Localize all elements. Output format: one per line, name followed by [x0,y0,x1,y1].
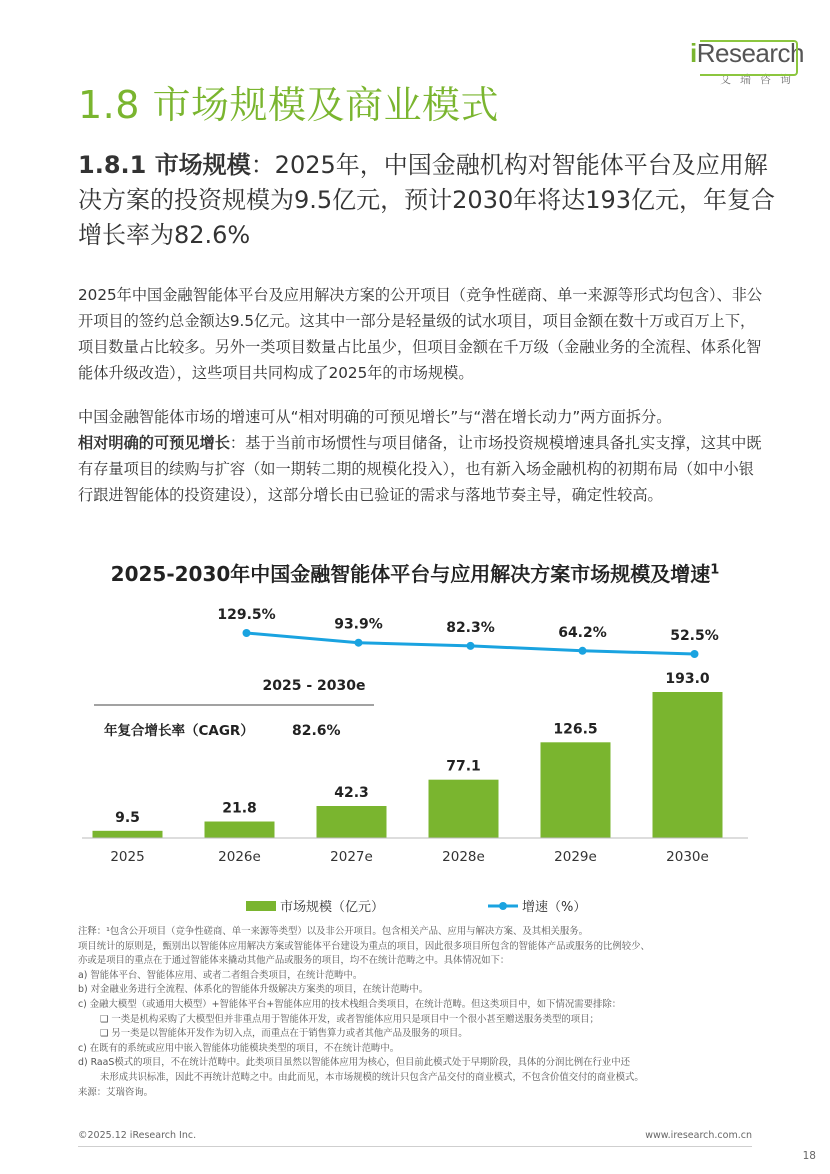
footnotes [78,925,768,1100]
note-line: 未形成共识标准，因此不再统计范畴之中。由此而见，本市场规模的统计只包含产品交付的商业模式，不包含价值交付的商业模式。 [100,1071,644,1083]
source-line: 来源：艾瑞咨询。 [78,1086,154,1098]
paragraph-1: 2025年中国金融智能体平台及应用解决方案的公开项目（竞争性磋商、单一来源等形式均包含）、非公开项目的签约总金额达9.5亿元。这其中一部分是轻量级的试水项目，项目金额在数十万或百万上下，项目数量占比较多。另外一类项目数量占比虽少，但项目金额在千万级（金融业务的全流程、体系化智能体升级改造），这些项目共同构成了2025年的市场规模。 [78,286,763,382]
paragraph-2-rest: ：基于当前市场惯性与项目储备，让市场投资规模增速具备扎实支撑，这其中既有存量项目的续购与扩容（如一期转二期的规模化投入），也有新入场金融机构的初期布局（如中小银行跟进智能体的投资建设），这部分增长由已验证的需求与落地节奏主导，确定性较高。 [78,434,762,504]
logo-wordmark: iResearch [690,38,805,68]
cagr-box [94,678,374,739]
bar-value-label: 126.5 [553,721,598,738]
x-tick-label: 2029e [554,849,597,865]
legend-label-line: 增速（%） [522,900,587,915]
legend-label-bar: 市场规模（亿元） [280,900,385,915]
chart-title-footnote: 1 [710,562,720,578]
page-title: 1.8 市场规模及商业模式 [78,83,500,127]
note-line: 项目统计的原则是，甄别出以智能体应用解决方案或智能体平台建设为重点的项目，因此很多项目所包含的智能体产品或服务的比例较少、 [78,940,650,952]
legend-swatch-bar [246,901,276,911]
footer-url[interactable]: www.iresearch.com.cn [645,1130,752,1141]
note-line: b) 对金融业务进行全流程、体系化的智能体升级解决方案类的项目，在统计范畴中。 [78,984,429,996]
bar-2029e [541,742,611,838]
legend-swatch-dot [499,902,507,910]
footer-divider [78,1146,752,1147]
page-number: 18 [802,1150,816,1162]
cagr-period: 2025 - 2030e [262,678,366,694]
bar-2027e [317,806,387,838]
section-subheading [78,148,778,253]
paragraph-2 [78,404,766,508]
note-line: d) RaaS模式的项目，不在统计范畴中。此类项目虽然以智能体应用为核心，但目前此模式处于早期阶段，具体的分润比例在行业中还 [78,1057,630,1069]
paragraph-2-bold: 相对明确的可预见增长 [78,434,230,452]
growth-value-label: 52.5% [670,628,719,644]
bar-value-label: 9.5 [115,809,140,826]
bar-value-label: 77.1 [446,758,481,775]
x-tick-label: 2028e [442,849,485,865]
growth-value-label: 82.3% [446,619,495,636]
iresearch-logo [690,38,805,87]
bar-2030e [653,692,723,838]
growth-point [691,650,699,658]
subheading-text: ：2025年，中国金融机构对智能体平台及应用解决方案的投资规模为9.5亿元，预计2030年将达193亿元，年复合增长率为82.6% [78,151,776,249]
chart-title: 2025-2030年中国金融智能体平台与应用解决方案市场规模及增速$^1$ [110,562,720,586]
bar-value-label: 193.0 [665,671,710,687]
bar-2026e [205,822,275,838]
bar-2028e [429,780,499,838]
market-size-chart [0,590,830,922]
subheading-label: 1.8.1 市场规模 [78,151,251,179]
logo-frame [700,40,798,76]
growth-point [467,642,475,650]
note-line: c) 金融大模型（或通用大模型）+智能体平台+智能体应用的技术栈组合类项目，在统计范畴。但这类项目中，如下情况需要排除： [78,998,622,1010]
bar-2025 [93,831,163,838]
x-tick-label: 2026e [218,849,261,865]
note-line: a) 智能体平台、智能体应用、或者二者组合类项目，在统计范畴中。 [78,969,363,981]
cagr-label: 年复合增长率（CAGR） [104,723,254,739]
growth-point [243,629,251,637]
legend [246,899,586,915]
paragraph-2-intro: 中国金融智能体市场的增速可从“相对明确的可预见增长”与“潜在增长动力”两方面拆分。 [78,408,672,426]
cagr-value: 82.6% [292,723,341,739]
growth-point [355,639,363,647]
note-line: ❑ 另一类是以智能体开发作为切入点，而重点在于销售算力或者其他产品及服务的项目。 [100,1028,468,1040]
growth-point [579,647,587,655]
growth-line-layer [217,607,718,658]
bars-layer [93,671,723,865]
x-tick-label: 2030e [666,849,709,865]
logo-chinese-name: 艾瑞咨询 [720,73,800,86]
growth-value-label: 93.9% [334,616,383,633]
note-line: 注释：¹包含公开项目（竞争性磋商、单一来源等类型）以及非公开项目。包含相关产品、应用与解决方案、及其相关服务。 [78,926,589,937]
growth-value-label: 64.2% [558,624,607,641]
bar-value-label: 42.3 [334,785,369,802]
note-line: 亦或是项目的重点在于通过智能体来撬动其他产品或服务的项目，均不在统计范畴之中。具体情况如下： [78,955,510,967]
x-tick-label: 2027e [330,849,373,865]
note-line: c) 在既有的系统或应用中嵌入智能体功能模块类型的项目，不在统计范畴中。 [78,1042,400,1054]
note-line: ❑ 一类是机构采购了大模型但并非重点用于智能体开发，或者智能体应用只是项目中一个很小甚至赠送服务类型的项目； [100,1013,599,1025]
x-tick-label: 2025 [110,849,145,865]
bar-value-label: 21.8 [222,800,257,817]
footer-copyright: ©2025.12 iResearch Inc. [78,1130,197,1141]
growth-value-label: 129.5% [217,607,276,623]
